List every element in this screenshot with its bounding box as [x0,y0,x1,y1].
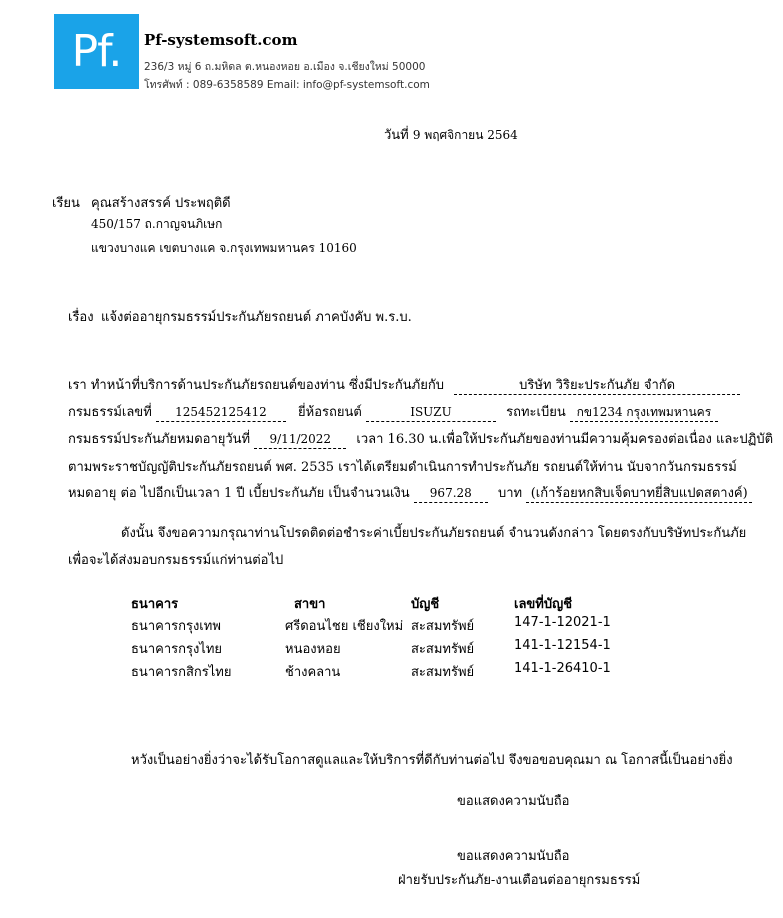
closing-department: ฝ่ายรับประกันภัย-งานเตือนต่ออายุกรมธรรม์ [398,873,641,888]
letter-date [384,124,518,145]
paragraph-2-line-1: ดังนั้น จึงขอความกรุณาท่านโปรดติดต่อชำระค่าเบี้ยประกันภัยรถยนต์ จำนวนดังกล่าว โดยตรงกับบริษัทประกันภัย [121,526,747,541]
closing-regards-1: ขอแสดงความนับถือ [457,794,570,809]
body-line-5 [68,482,752,503]
expire-date-field: 9/11/2022 [254,431,346,449]
policy-number-field: 125452125412 [156,404,286,422]
bank-header-branch: สาขา [294,597,326,612]
salutation: เรียน [52,196,80,211]
subject-text: แจ้งต่ออายุกรมธรรม์ประกันภัยรถยนต์ ภาคบังคับ พ.ร.บ. [101,310,412,325]
bank-row-3-number: 141-1-26410-1 [514,661,611,676]
body-line-1 [68,374,740,395]
bank-row-2-type: สะสมทรัพย์ [411,642,475,657]
plate-label: รถทะเบียน [506,405,566,420]
recipient-name: คุณสร้างสรรค์ ประพฤติดี [91,196,231,211]
bank-row-2-branch: หนองหอย [285,642,341,657]
policy-label: กรมธรรม์เลขที่ [68,405,152,420]
insurer-field: บริษัท วิริยะประกันภัย จำกัด [454,377,740,395]
company-name: Pf-systemsoft.com [144,31,298,49]
bank-row-2-number: 141-1-12154-1 [514,638,611,653]
bank-row-1-bank: ธนาคารกรุงเทพ [131,619,221,634]
subject-label: เรื่อง [68,310,94,325]
recipient-address-2: แขวงบางแค เขตบางแค จ.กรุงเทพมหานคร 10160 [91,241,357,255]
brand-label: ยี่ห้อรถยนต์ [298,405,362,420]
date-value: 9 พฤศจิกายน 2564 [412,128,518,142]
company-contact: โทรศัพท์ : 089-6358589 Email: info@pf-systemsoft.com [144,79,430,91]
bank-header-bank: ธนาคาร [131,597,179,612]
body-line-3 [68,428,773,449]
bank-row-3-type: สะสมทรัพย์ [411,665,475,680]
company-address: 236/3 หมู่ 6 ถ.มหิดล ต.หนองหอย อ.เมือง จ.เชียงใหม่ 50000 [144,61,426,73]
recipient-address-1: 450/157 ถ.กาญจนภิเษก [91,217,223,231]
bank-row-3-branch: ช้างคลาน [285,665,341,680]
closing-hope: หวังเป็นอย่างยิ่งว่าจะได้รับโอกาสดูแลและให้บริการที่ดีกับท่านต่อไป จึงขอขอบคุณมา ณ โอกาสนี้เป็นอย่างยิ่ง [131,753,733,768]
company-logo: Pf. [54,14,139,89]
bank-row-1-type: สะสมทรัพย์ [411,619,475,634]
bank-row-1-branch: ศรีดอนไชย เชียงใหม่ [285,619,404,634]
bank-header-account-number: เลขที่บัญชี [514,597,573,612]
closing-regards-2: ขอแสดงความนับถือ [457,849,570,864]
body-line-1-prefix: เรา ทำหน้าที่บริการด้านประกันภัยรถยนต์ของท่าน ซึ่งมีประกันภัยกับ [68,378,444,393]
body-line-4: ตามพระราชบัญญัติประกันภัยรถยนต์ พศ. 2535 เราได้เตรียมดำเนินการทำประกันภัย รถยนต์ให้ท่าน นับจากวันกรมธรรม์ [68,460,737,475]
brand-field: ISUZU [366,404,496,422]
bank-row-1-number: 147-1-12021-1 [514,615,611,630]
body-line-5-prefix: หมดอายุ ต่อ ไปอีกเป็นเวลา 1 ปี เบี้ยประกันภัย เป็นจำนวนเงิน [68,486,410,501]
plate-field: กข1234 กรุงเทพมหานคร [570,404,718,422]
amount-text-field: (เก้าร้อยหกสิบเจ็ดบาทยี่สิบแปดสตางค์) [526,485,752,503]
date-label: วันที่ [384,128,409,143]
expire-label: กรมธรรม์ประกันภัยหมดอายุวันที่ [68,432,251,447]
amount-field: 967.28 [414,485,488,503]
bank-header-account-type: บัญชี [411,597,440,612]
time-text: เวลา 16.30 น.เพื่อให้ประกันภัยของท่านมีความคุ้มครองต่อเนื่อง และปฏิบัติ [356,432,774,447]
baht-label: บาท [497,486,523,501]
body-line-2 [68,401,718,422]
bank-row-2-bank: ธนาคารกรุงไทย [131,642,223,657]
bank-row-3-bank: ธนาคารกสิกรไทย [131,665,232,680]
paragraph-2-line-2: เพื่อจะได้ส่งมอบกรมธรรม์แก่ท่านต่อไป [68,553,284,568]
